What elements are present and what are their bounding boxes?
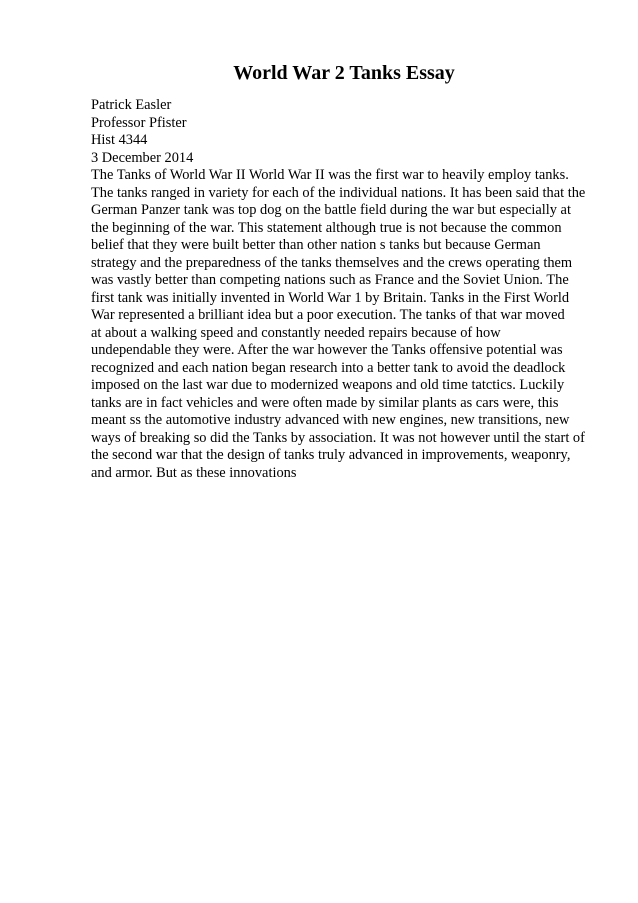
body-line: undependable they were. After the war however the Tanks offensive potential was bbox=[91, 342, 563, 358]
professor-line: Professor Pfister bbox=[91, 114, 187, 131]
date-line: 3 December 2014 bbox=[91, 149, 194, 166]
body-line: the beginning of the war. This statement although true is not because the common bbox=[91, 219, 562, 236]
body-line: belief that they were built better than other nation s tanks but because German bbox=[91, 237, 541, 253]
body-line: the second war that the design of tanks truly advanced in improvements, weaponry, bbox=[91, 447, 571, 463]
body-line: and armor. But as these innovations bbox=[91, 464, 297, 481]
body-line: imposed on the last war due to modernized weapons and old time tatctics. Luckily bbox=[91, 377, 565, 393]
body-line: was vastly better than competing nations such as France and the Soviet Union. The bbox=[91, 272, 569, 288]
author-line: Patrick Easler bbox=[91, 97, 172, 113]
body-line: recognized and each nation began research into a better tank to avoid the deadlock bbox=[91, 359, 566, 376]
body-line: strategy and the preparedness of the tanks themselves and the crews operating them bbox=[91, 254, 573, 271]
body-line: first tank was initially invented in World War 1 by Britain. Tanks in the First World bbox=[91, 289, 570, 306]
document-title: World War 2 Tanks Essay bbox=[233, 62, 455, 84]
document-body bbox=[91, 97, 631, 482]
body-line: tanks are in fact vehicles and were often made by similar plants as cars were, this bbox=[91, 394, 559, 411]
body-line: at about a walking speed and constantly needed repairs because of how bbox=[91, 324, 501, 341]
body-line: German Panzer tank was top dog on the battle field during the war but especially at bbox=[91, 202, 571, 218]
body-line: The Tanks of World War II World War II was the first war to heavily employ tanks. bbox=[91, 167, 569, 183]
course-line: Hist 4344 bbox=[91, 132, 148, 148]
body-line: meant ss the automotive industry advanced with new engines, new transitions, new bbox=[91, 412, 570, 428]
body-line: War represented a brilliant idea but a poor execution. The tanks of that war moved bbox=[91, 307, 565, 323]
body-line: The tanks ranged in variety for each of the individual nations. It has been said that the bbox=[91, 184, 586, 201]
body-line: ways of breaking so did the Tanks by association. It was not however until the start of bbox=[91, 429, 585, 446]
